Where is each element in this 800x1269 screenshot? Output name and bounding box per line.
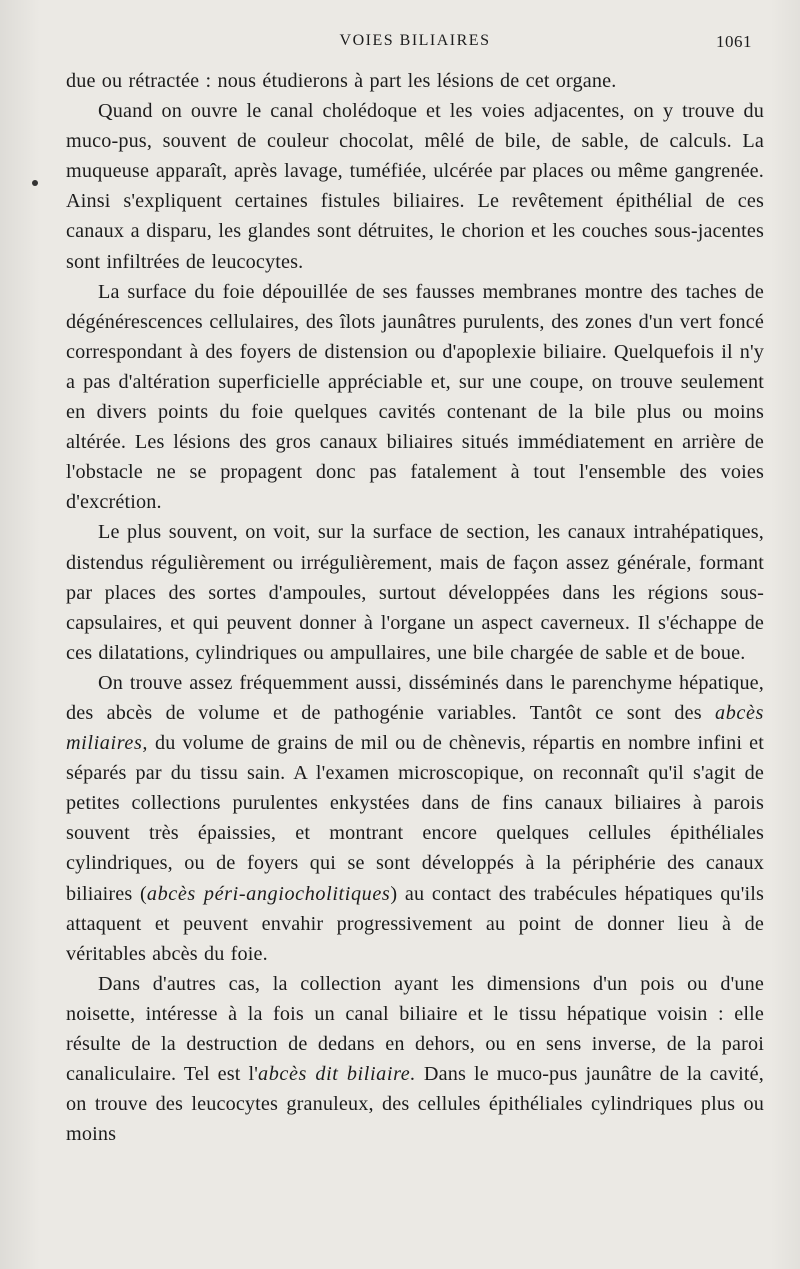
text-run: Quand on ouvre le canal cholédoque et les voies adjacentes, on y trouve du muco-pus, souvent de couleur chocolat, mêlé de bile, de sable, de calculs. La muqueuse apparaît, après lavage, tuméfiée, ulcérée par places ou même gangrenée. Ainsi s'expliquent certaines fistules biliaires. Le revêtement épithélial de ces canaux a disparu, les glandes sont détruites, le chorion et les couches sous-jacentes sont infiltrées de leucocytes. bbox=[66, 100, 764, 273]
paragraph bbox=[66, 96, 764, 277]
text-run: du volume de grains de mil ou de chènevis, répartis en nombre infini et séparés par du tissu sain. A l'examen microscopique, on reconnaît qu'il s'agit de petites collections purulentes enkystées dans de fins canaux biliaires à parois souvent très épaissies, et montrant encore quelques cellules épithéliales cylindriques, ou de foyers qui se sont développés à la périphérie des canaux biliaires ( bbox=[66, 732, 764, 905]
text-run: ) au contact des trabécules hépatiques qu'ils attaquent et peuvent envahir progressivement au point de donner lieu à de véritables abcès du foie. bbox=[66, 882, 765, 965]
text-run: La surface du foie dépouillée de ses fausses membranes montre des taches de dégénérescences cellulaires, des îlots jaunâtres purulents, des zones d'un vert foncé correspondant à des foyers de distension ou d'apoplexie biliaire. Quelquefois il n'y a pas d'altération superficielle appréciable et, sur une coupe, on trouve seulement en divers points du foie quelques cavités contenant de la bile plus ou moins altérée. Les lésions des gros canaux biliaires situés immédiatement en arrière de l'obstacle ne se propagent donc pas fatalement à tout l'ensemble des voies d'excrétion. bbox=[66, 280, 764, 514]
paragraph bbox=[66, 668, 764, 969]
page-number: 1061 bbox=[716, 32, 752, 51]
text-run: Le plus souvent, on voit, sur la surface de section, les canaux intrahépatiques, distendus régulièrement ou irrégulièrement, mais de façon assez générale, formant par places des sortes d'ampoules, surtout développées dans les régions sous-capsulaires, et qui peuvent donner à l'organe un aspect caverneux. Il s'échappe de ces dilatations, cylindriques ou ampullaires, une bile chargée de sable et de boue. bbox=[66, 521, 764, 664]
running-head bbox=[66, 28, 764, 56]
margin-dot-mark bbox=[32, 180, 38, 186]
paragraph bbox=[66, 969, 764, 1150]
paragraph bbox=[66, 517, 764, 667]
italic-term: abcès dit biliaire. bbox=[258, 1063, 416, 1086]
paragraph bbox=[66, 66, 764, 96]
text-run: On trouve assez fréquemment aussi, disséminés dans le parenchyme hépatique, des abcès de volume et de pathogénie variables. Tantôt ce sont des bbox=[66, 671, 764, 724]
text-run: due ou rétractée : nous étudierons à part les lésions de cet organe. bbox=[66, 70, 617, 92]
paragraph bbox=[66, 277, 764, 518]
running-title: VOIES BILIAIRES bbox=[339, 32, 491, 49]
text-run: Dans le muco-pus jaunâtre de la cavité, on trouve des leucocytes granuleux, des cellules épithéliales cylindriques plus ou moins bbox=[66, 1063, 764, 1146]
italic-term: abcès miliaires, bbox=[66, 701, 764, 755]
body-text bbox=[66, 66, 764, 1149]
text-run: Dans d'autres cas, la collection ayant les dimensions d'un pois ou d'une noisette, intéresse à la fois un canal biliaire et le tissu hépatique voisin : elle résulte de la destruction de dedans en dehors, ou en sens inverse, de la paroi canaliculaire. Tel est l' bbox=[66, 972, 764, 1086]
italic-term: abcès péri-angiocholitiques bbox=[146, 882, 391, 905]
